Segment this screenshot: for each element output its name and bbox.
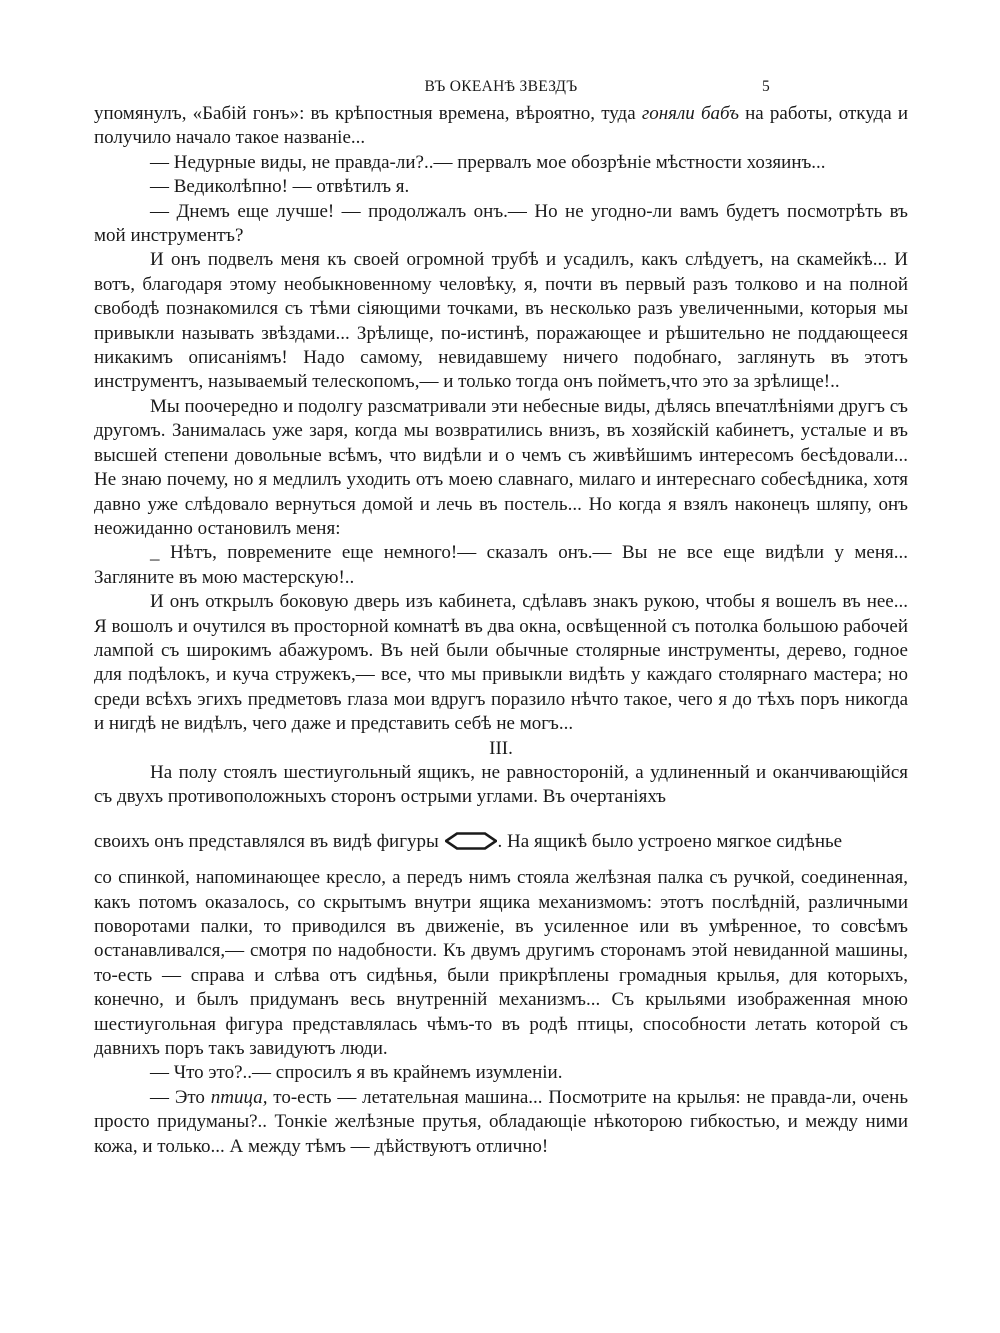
paragraph: со спинкой, напоминающее кресло, а передъ нимъ стояла желѣзная палка съ ручкой, соединенная, какъ потомъ оказалось, со скрытымъ внутри ящика механизмомъ: этотъ послѣдній, различными поворотами палки, то приводился въ движеніе, въ усиленное или въ умѣренное, то совсѣмъ останавливался,— смотря по надобности. Къ двумъ другимъ сторонамъ этой невиданной машины, то-есть — справа и слѣва отъ сидѣнья, были прикрѣплены громадныя крылья, для которыхъ, конечно, и былъ придуманъ весь внутренній механизмъ... Съ крыльями изображенная мною шестиугольная фигура представлялась чѣмъ-то въ родѣ птицы, способности летать которой съ давнихъ поръ такъ завидуютъ люди. bbox=[94, 867, 908, 1060]
paragraph: Мы поочередно и подолгу разсматривали эти небесные виды, дѣлясь впечатлѣніями другъ съ другомъ. Занималась уже заря, когда мы возвратились внизъ, въ хозяйскій кабинетъ, усталые и въ высшей степени довольные всѣмъ, что видѣли и о чемъ съ живѣйшимъ интересомъ бесѣдовали... Не знаю почему, но я медлилъ уходить отъ моею славнаго, милаго и интереснаго собесѣдника, хотя давно уже слѣдовало вернуться домой и лечь въ постель... Но когда я взялъ наконецъ шляпу, онъ неожиданно остановилъ меня: bbox=[94, 395, 908, 539]
paragraph: — Недурные виды, не правда-ли?..— прервалъ мое обозрѣніе мѣстности хозяинъ... bbox=[150, 151, 826, 173]
paragraph: И онъ подвелъ меня къ своей огромной трубѣ и усадилъ, какъ слѣдуетъ, на скамейкѣ... И вотъ, благодаря этому необыкновенному человѣку, я, почти въ первый разъ толково и на полной свободѣ познакомился съ тѣми сіяющими точками, въ несколько разъ увеличенными, которыя мы привыкли называть звѣздами... Зрѣлище, по-истинѣ, поражающее и рѣшительно не поддающееся никакимъ описаніямъ! Надо самому, невидавшему ничего подобнаго, заглянуть въ этотъ инструментъ, называемый телескопомъ,— и только тогда онъ пойметъ,что это за зрѣлище!.. bbox=[94, 249, 908, 393]
running-header bbox=[94, 72, 908, 102]
paragraph: — Что это?..— спросилъ я въ крайнемъ изумленіи. bbox=[150, 1062, 563, 1084]
paragraph: На полу стоялъ шестиугольный ящикъ, не равностороній, а удлиненный и оканчивающійся съ двухъ противоположныхъ сторонъ острыми углами. Въ очертаніяхъ bbox=[94, 761, 908, 808]
page-body bbox=[94, 102, 908, 1159]
paragraph-text: то-есть — летательная машина... Посмотрите на крылья: не правда-ли, очень просто придуманы?.. Тонкіе желѣзные прутья, обладающіе нѣкоторою гибкостью, и между ними кожа, и только... А между тѣмъ — дѣйствуютъ отлично! bbox=[94, 1086, 908, 1157]
book-page bbox=[94, 72, 908, 1159]
paragraph bbox=[94, 102, 908, 151]
paragraph: — Ведиколѣпно! — отвѣтилъ я. bbox=[150, 176, 410, 198]
paragraph-text: своихъ онъ представлялся въ видѣ фигуры bbox=[94, 830, 444, 852]
paragraph-text: — Это bbox=[150, 1086, 211, 1108]
paragraph-text: . На ящикѣ было устроено мягкое сидѣнье bbox=[497, 830, 843, 852]
running-title: ВЪ ОКЕАНѢ ЗВЕЗДЪ bbox=[424, 78, 578, 95]
paragraph-text: на работы, откуда и получило начало такое названіе... bbox=[94, 103, 908, 149]
hexagon-shape-icon bbox=[445, 832, 497, 850]
paragraph-text: упомянулъ, «Бабій гонъ»: въ крѣпостныя времена, вѣроятно, туда bbox=[94, 103, 642, 124]
section-number: III. bbox=[489, 737, 513, 759]
paragraph: — Днемъ еще лучше! — продолжалъ онъ.— Но не угодно-ли вамъ будетъ посмотрѣть въ мой инструментъ? bbox=[94, 200, 908, 247]
page-number: 5 bbox=[761, 78, 770, 95]
italic-phrase: гоняли бабъ bbox=[641, 103, 739, 124]
paragraph: _ Нѣтъ, повремените еще немного!— сказалъ онъ.— Вы не все еще видѣли у меня... Загляните въ мою мастерскую!.. bbox=[94, 542, 908, 588]
paragraph bbox=[94, 1086, 908, 1159]
paragraph bbox=[94, 830, 908, 854]
paragraph: И онъ открылъ боковую дверь изъ кабинета, сдѣлавъ знакъ рукою, чтобы я вошелъ въ нее... Я вошолъ и очутился въ просторной комнатѣ въ два окна, освѣщенной съ потолка большою рабочей лампой съ широкимъ абажуромъ. Въ ней были обычные столярные инструменты, дерево, годное для подѣлокъ, и куча стружекъ,— все, что мы привыкли видѣть у каждаго столярнаго мастера; но среди всѣхъ эгихъ предметовъ глаза мои вдругъ поразило нѣчто такое, чего я до тѣхъ поръ никогда и нигдѣ не видѣлъ, чего даже и представить себѣ не могъ... bbox=[94, 591, 908, 735]
italic-phrase: птица, bbox=[210, 1086, 268, 1108]
